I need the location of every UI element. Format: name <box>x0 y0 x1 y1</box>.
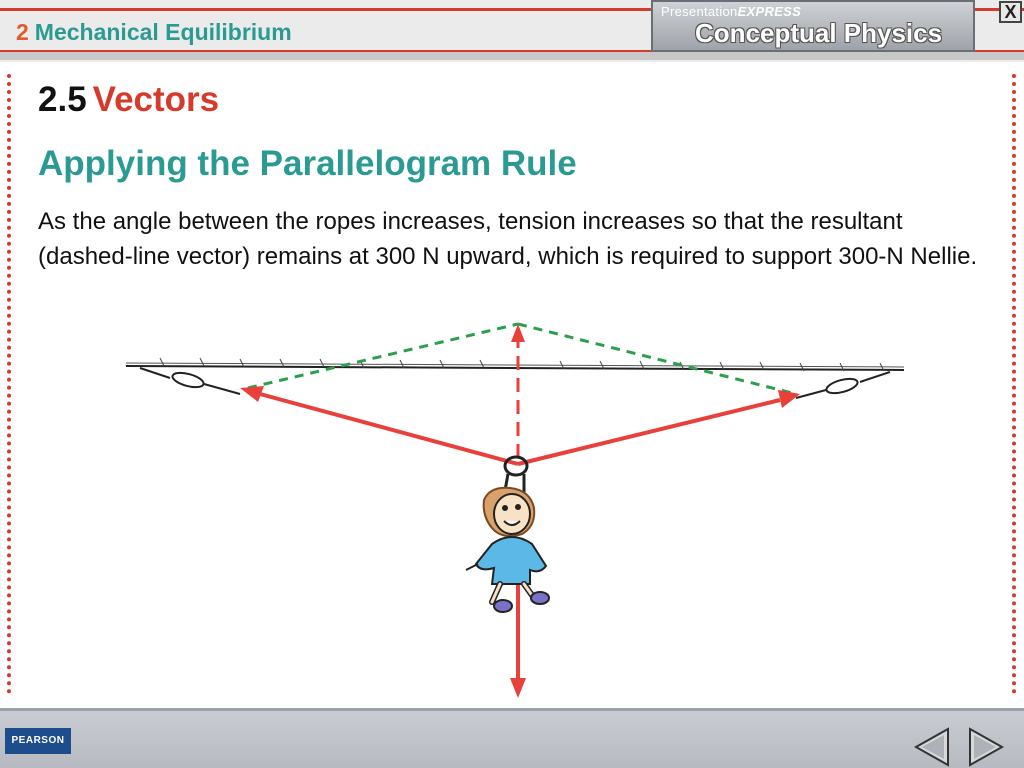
left-turnbuckle-icon <box>140 368 240 394</box>
slide-title: Applying the Parallelogram Rule <box>38 144 577 183</box>
resultant-vector <box>511 324 525 458</box>
footer-bar <box>0 708 1024 768</box>
brand-title: Conceptual Physics <box>695 18 943 48</box>
next-slide-button[interactable] <box>966 727 1006 767</box>
right-arrow-icon <box>970 729 1002 765</box>
slide-body: As the angle between the ropes increases, tension increases so that the resultant (dashed-line vector) remains at 300 N upward, which is required to support 300-N Nellie. <box>38 208 978 270</box>
chapter-name: Mechanical Equilibrium <box>34 19 292 45</box>
chapter-number: 2 <box>16 19 29 45</box>
left-arrow-icon <box>916 729 948 765</box>
left-tension-vector <box>240 386 518 464</box>
brand-logo <box>651 0 975 52</box>
nellie-figure <box>466 457 549 612</box>
right-turnbuckle-icon <box>796 372 890 398</box>
right-dotted-border <box>1012 74 1020 694</box>
support-line <box>126 358 904 371</box>
brand-subtitle: PresentationEXPRESS <box>661 4 802 19</box>
section-heading <box>38 80 219 120</box>
left-dotted-border <box>7 74 15 694</box>
right-tension-vector <box>518 390 800 464</box>
section-title: Vectors <box>92 80 220 119</box>
close-button[interactable]: X <box>999 1 1022 23</box>
pearson-logo: PEARSON <box>5 728 71 754</box>
parallelogram-illustration <box>120 318 920 704</box>
chapter-title <box>16 19 292 46</box>
section-number: 2.5 <box>38 80 87 119</box>
prev-slide-button[interactable] <box>912 727 952 767</box>
